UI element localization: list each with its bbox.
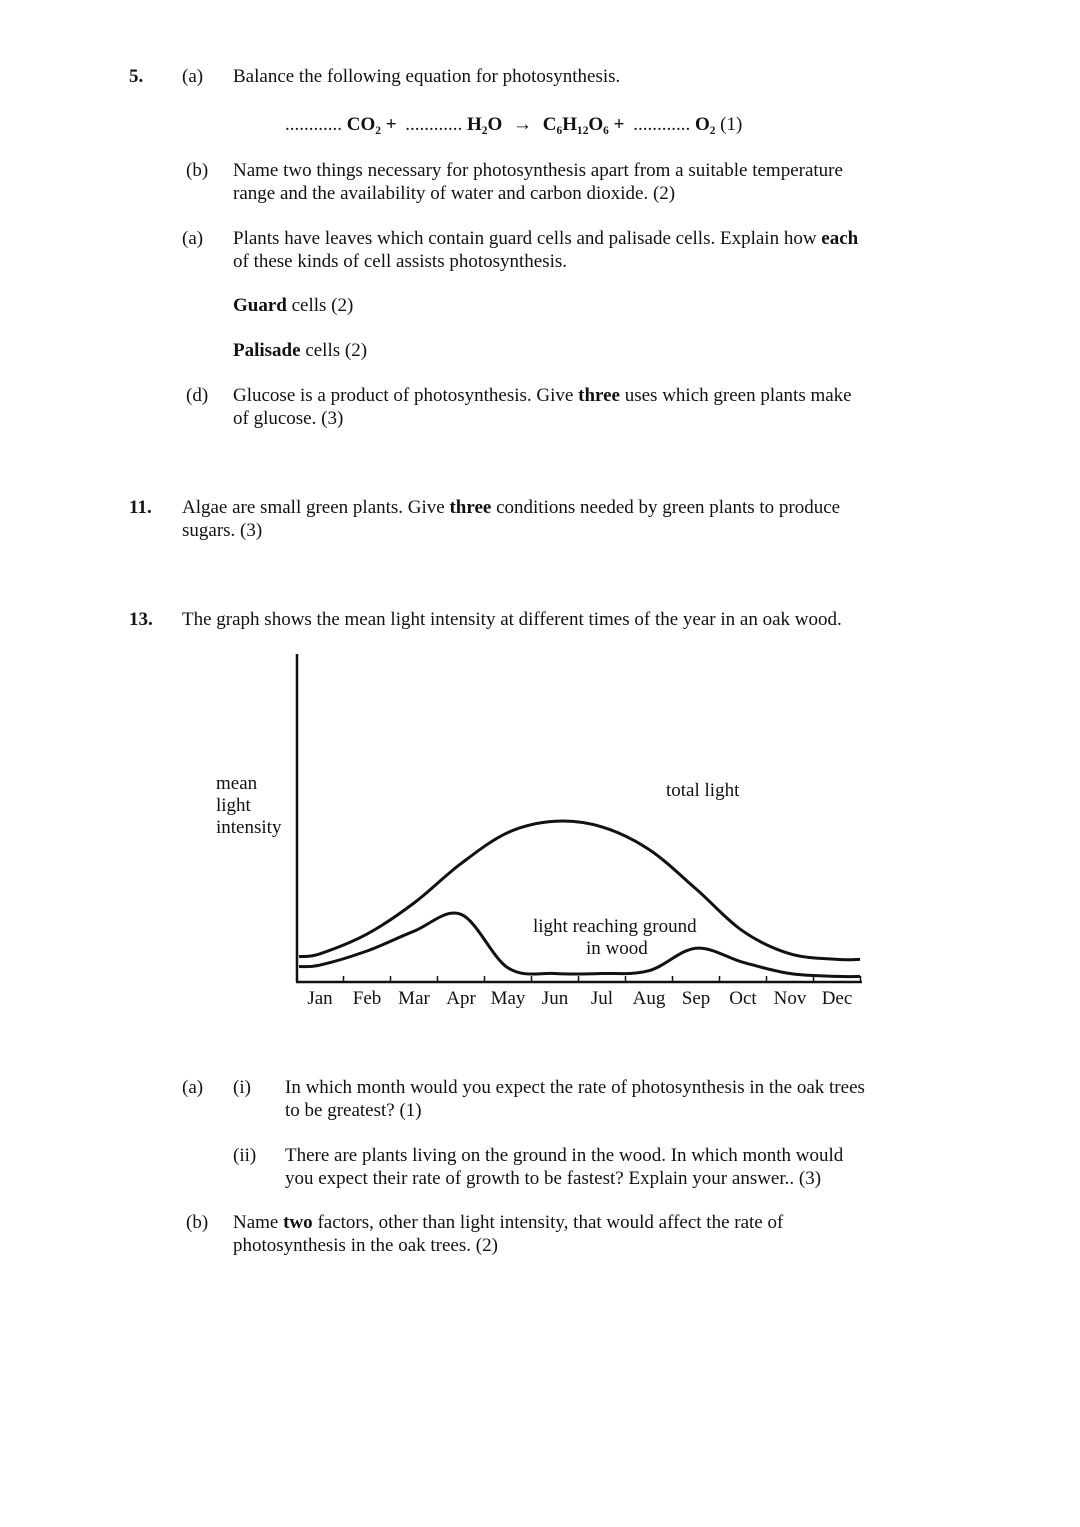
eq-glucose: C₆H₁₂O₆ + (542, 114, 625, 135)
q11-number: 11. (129, 497, 152, 518)
guard-bold: Guard (233, 295, 287, 316)
q5a-text: Balance the following equation for photosynthesis. (233, 66, 621, 87)
q13aii-line1: There are plants living on the ground in the wood. In which month would (285, 1145, 844, 1166)
q13aii-line2: you expect their rate of growth to be fastest? Explain your answer.. (3) (285, 1168, 822, 1189)
q5d-line1 (233, 384, 852, 407)
q5c-label: (a) (182, 228, 204, 249)
q13b-line2: photosynthesis in the oak trees. (2) (233, 1235, 498, 1256)
q13ai-line1: In which month would you expect the rate of photosynthesis in the oak trees (285, 1077, 865, 1098)
q11-pre: Algae are small green plants. Give (182, 497, 450, 518)
eq-h2o: H₂O (467, 114, 503, 135)
q13-intro: The graph shows the mean light intensity at different times of the year in an oak wood. (182, 609, 842, 630)
x-ticks (344, 976, 861, 982)
eq-arrow: → (513, 114, 533, 135)
q13-number: 13. (129, 609, 153, 630)
q5b-line2: range and the availability of water and carbon dioxide. (2) (233, 183, 676, 204)
x-tick-label-jun: Jun (541, 988, 569, 1009)
palisade-rest: cells (2) (300, 340, 368, 361)
x-tick-label-jan: Jan (307, 988, 333, 1009)
y-axis-label-line: mean (216, 773, 258, 794)
eq-blank-h2o: ............ (405, 114, 463, 135)
palisade-cells-prompt (233, 339, 367, 362)
y-axis-label-line: intensity (216, 817, 282, 838)
q5c-line2: of these kinds of cell assists photosynthesis. (233, 251, 568, 272)
total-light-line (299, 821, 860, 960)
x-tick-label-nov: Nov (773, 988, 807, 1009)
palisade-bold: Palisade (233, 340, 301, 361)
eq-o2: O₂ (694, 114, 716, 135)
guard-cells-prompt (233, 294, 353, 317)
q13b-line1 (233, 1211, 783, 1234)
x-tick-label-sep: Sep (681, 988, 711, 1009)
q5d-line2: of glucose. (3) (233, 408, 344, 429)
q13ai-label: (i) (233, 1077, 251, 1098)
q13ai-line2: to be greatest? (1) (285, 1100, 422, 1121)
eq-blank-co2: ............ (285, 114, 342, 135)
q13a-label: (a) (182, 1077, 204, 1098)
x-tick-label-jul: Jul (590, 988, 614, 1009)
x-tick-labels (307, 988, 852, 1009)
total-light-label: total light (666, 780, 740, 801)
q11-line1 (182, 496, 840, 519)
ground-light-label-line1: light reaching ground (533, 916, 697, 937)
q5d-pre: Glucose is a product of photosynthesis. Give (233, 385, 579, 406)
x-tick-label-aug: Aug (632, 988, 666, 1009)
x-tick-label-apr: Apr (446, 988, 476, 1009)
q5b-line1: Name two things necessary for photosynthesis apart from a suitable temperature (233, 160, 843, 181)
guard-rest: cells (2) (286, 295, 354, 316)
q5a-label: (a) (182, 66, 204, 87)
q5d-three: three (578, 385, 620, 406)
eq-marks: (1) (720, 114, 743, 135)
q5d-label: (d) (186, 385, 209, 406)
q5d-post: uses which green plants make (619, 385, 852, 406)
q13b-label: (b) (186, 1212, 209, 1233)
q13aii-label: (ii) (233, 1145, 257, 1166)
eq-blank-o2: ............ (633, 114, 691, 135)
q11-post: conditions needed by green plants to produce (491, 497, 841, 518)
eq-co2: CO₂ + (346, 114, 397, 135)
q13b-two: two (283, 1212, 313, 1233)
q13b-pre: Name (233, 1212, 284, 1233)
light-reaching-ground-line (299, 913, 860, 977)
photosynthesis-equation (285, 113, 742, 136)
q5c-line1-text: Plants have leaves which contain guard cells and palisade cells. Explain how (233, 228, 822, 249)
q5-number: 5. (129, 66, 144, 87)
q5c-each: each (821, 228, 859, 249)
q5c-line1 (233, 227, 858, 250)
q11-line2: sugars. (3) (182, 520, 263, 541)
graph-axes (296, 654, 862, 982)
x-tick-label-may: May (490, 988, 526, 1009)
x-tick-label-oct: Oct (729, 988, 757, 1009)
x-tick-label-mar: Mar (398, 988, 430, 1009)
q11-three: three (449, 497, 492, 518)
y-axis-label-line: light (216, 795, 251, 816)
ground-light-label-line2: in wood (586, 938, 648, 959)
q13b-post: factors, other than light intensity, that would affect the rate of (312, 1212, 784, 1233)
x-tick-label-dec: Dec (821, 988, 853, 1009)
y-axis-label (216, 773, 282, 838)
x-tick-label-feb: Feb (352, 988, 382, 1009)
q5b-label: (b) (186, 160, 209, 181)
